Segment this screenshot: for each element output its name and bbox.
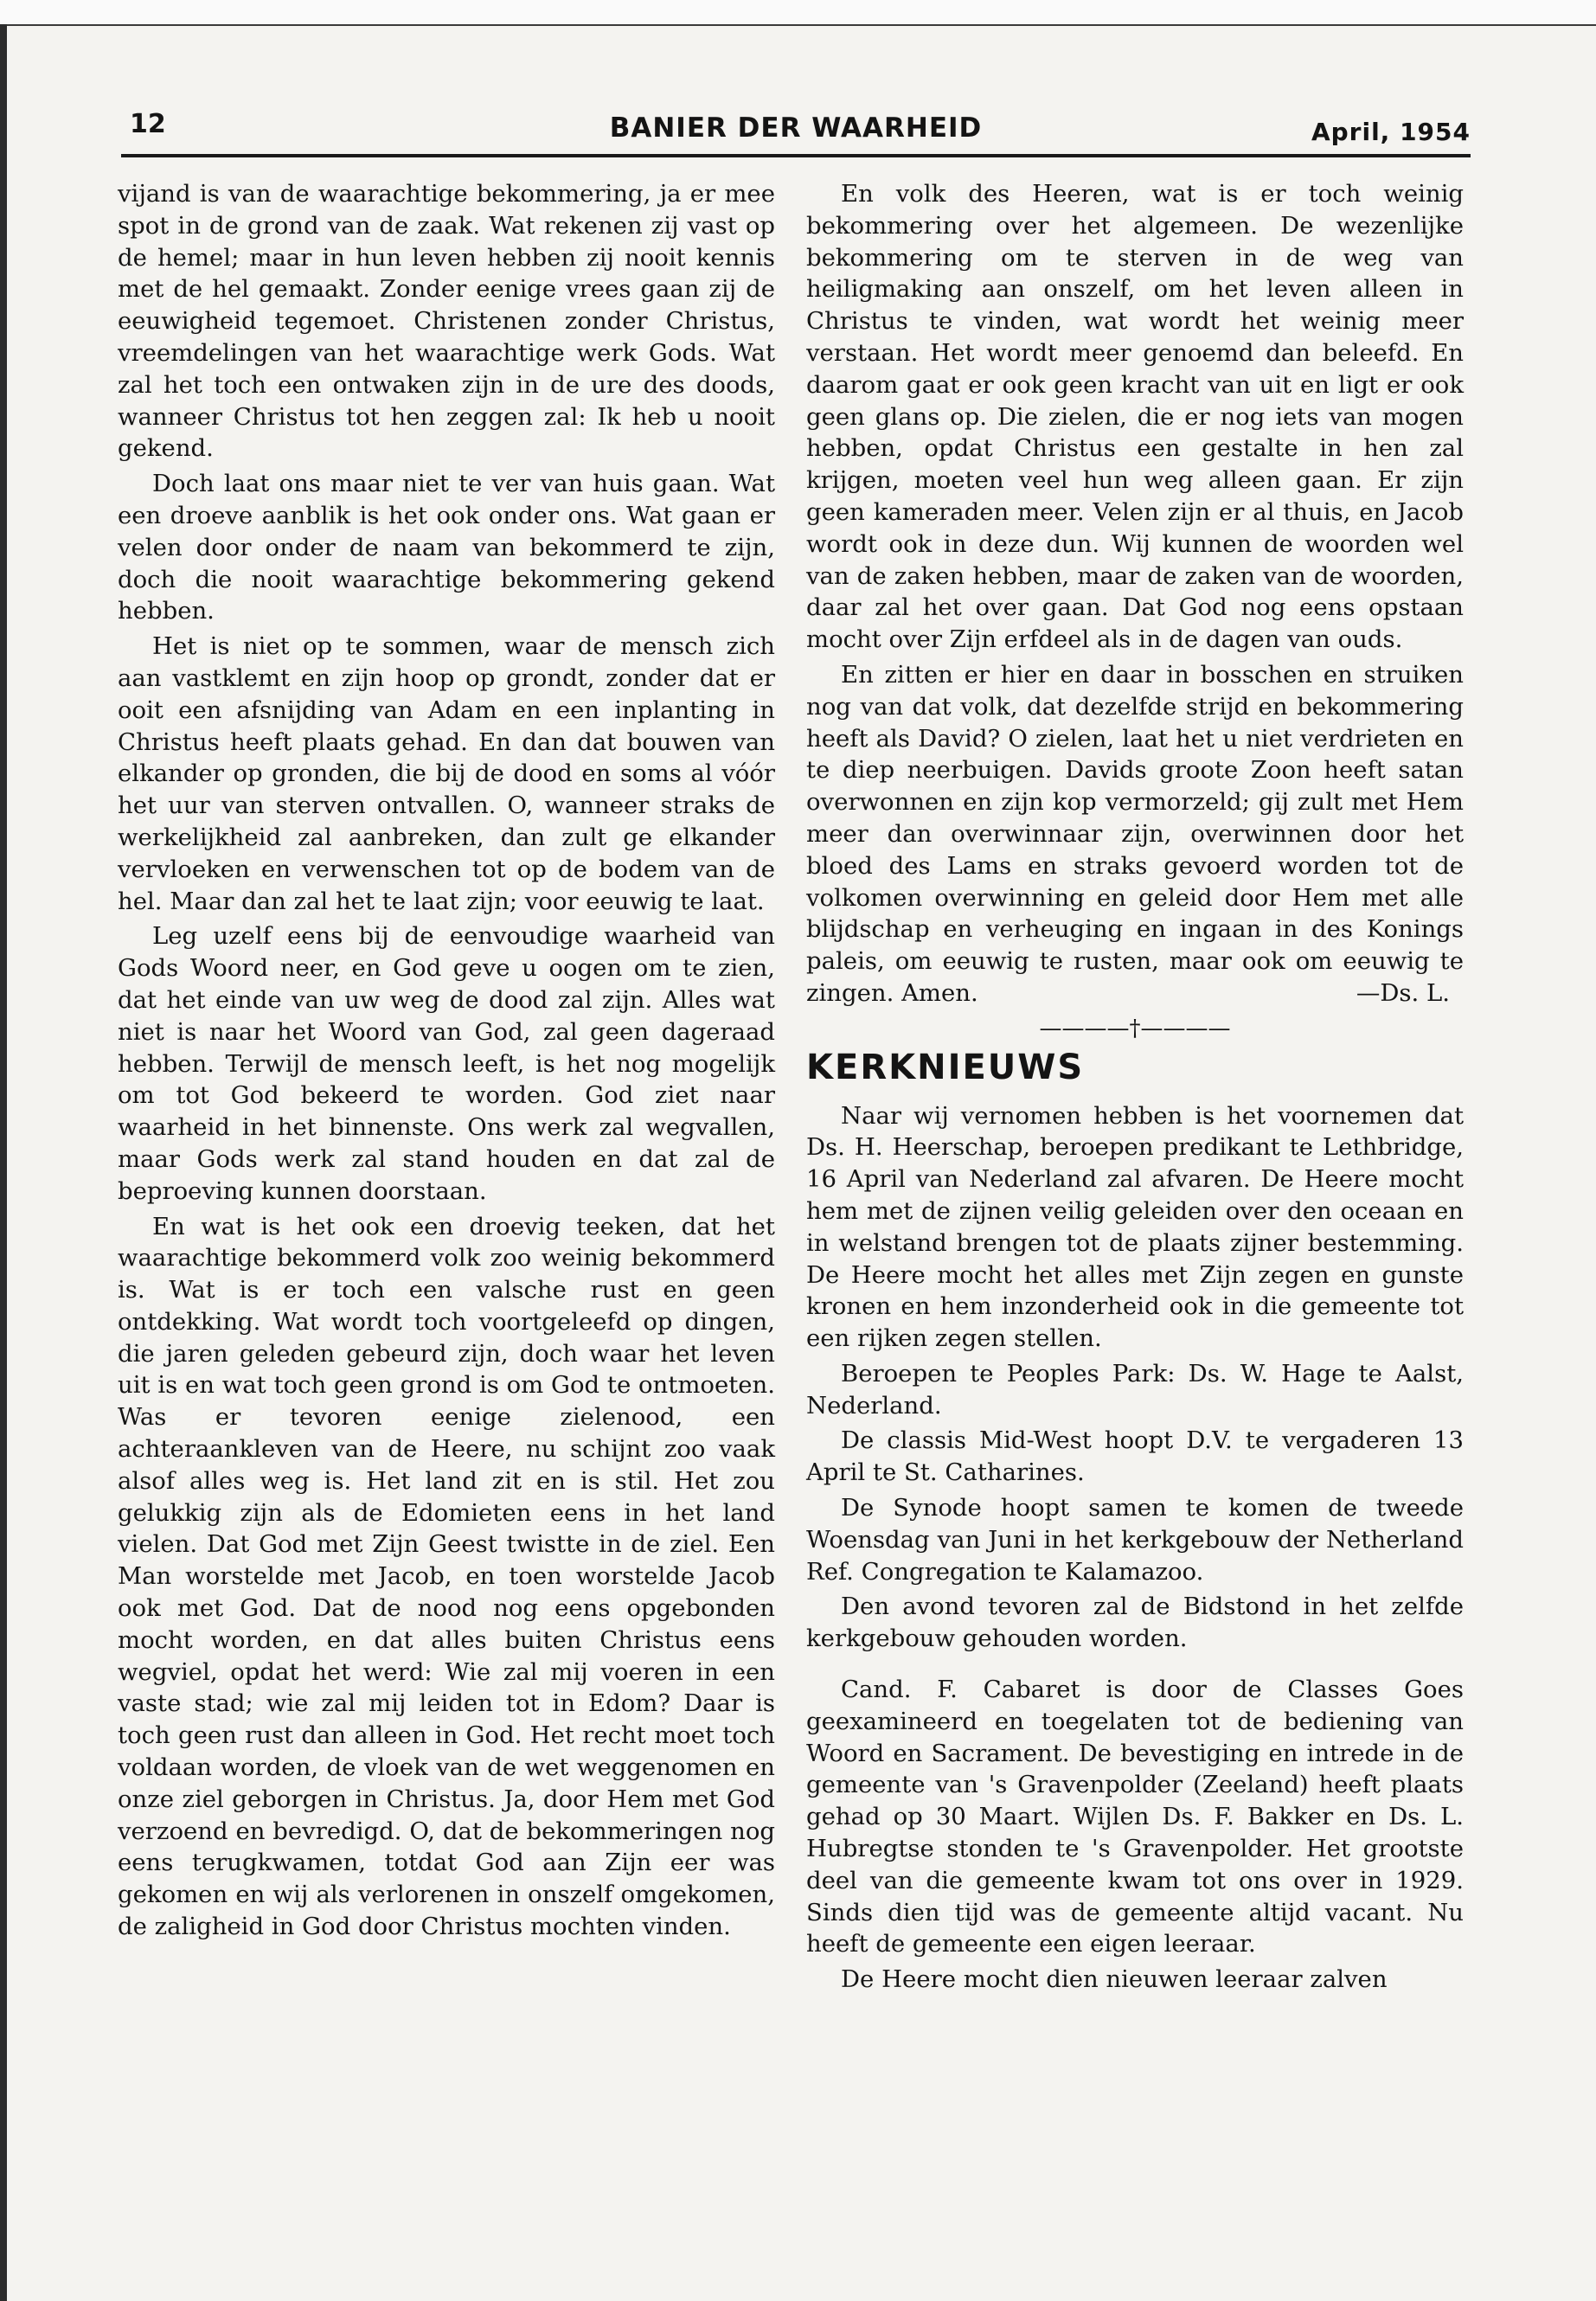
paragraph: vijand is van de waarachtige bekommering, ja er mee spot in de grond van de zaak. Wat rekenen zij vast op de hemel; maar in hun leven hebben zij nooit kennis met de hel gemaakt. Zonder eenige vrees gaan zij de eeuwigheid tegemoet. Christenen zonder Christus, vreemdelingen van het waarachtige werk Gods. Wat zal het toch een ontwaken zijn in de ure des doods, wanneer Christus tot hen zeggen zal: Ik heb u nooit gekend. [118, 180, 775, 463]
paragraph: Doch laat ons maar niet te ver van huis gaan. Wat een droeve aanblik is het ook onder ons. Wat gaan er velen door onder de naam van bekommerd te zijn, doch die nooit waarachtige bekommering gekend hebben. [118, 470, 775, 625]
running-header [121, 102, 1471, 157]
paragraph: Leg uzelf eens bij de eenvoudige waarheid van Gods Woord neer, en God geve u oogen om te zien, dat het einde van uw weg de dood zal zijn. Alles wat niet is naar het Woord van God, zal geen dageraad hebben. Terwijl de mensch leeft, is het nog mogelijk om tot God bekeerd te worden. God ziet naar waarheid in het binnenste. Ons werk zal wegvallen, maar Gods werk zal stand houden en dat zal de beproeving kunnen doorstaan. [118, 922, 775, 1205]
signature: —Ds. L. [1356, 978, 1450, 1007]
left-column [118, 178, 775, 1946]
news-item: De Synode hoopt samen te komen de tweede Woensdag van Juni in het kerkgebouw der Netherland Ref. Congregation te Kalamazoo. [806, 1494, 1464, 1586]
journal-title: BANIER DER WAARHEID [609, 112, 983, 144]
scan-edge-top [0, 0, 1596, 26]
paragraph: Het is niet op te sommen, waar de mensch zich aan vastklemt en zijn hoop op grondt, zonder dat er ooit een afsnijding van Adam en een inplanting in Christus heeft plaats gehad. En dan dat bouwen van elkander op gronden, die bij de dood en soms al vóór het uur van sterven ontvallen. O, wanneer straks de werkelijkheid zal aanbreken, dan zult ge elkander vervloeken en verwenschen tot op de bodem van de hel. Maar dan zal het te laat zijn; voor eeuwig te laat. [118, 632, 775, 915]
paragraph: En wat is het ook een droevig teeken, dat het waarachtige bekommerd volk zoo weinig bekommerd is. Wat is er toch een valsche rust en geen ontdekking. Wat wordt toch voortgeleefd op dingen, die jaren geleden gebeurd zijn, doch waar het leven uit is en wat toch geen grond is om God te ontmoeten. Was er tevoren eenige zielenood, een achteraankleven van de Heere, nu schijnt zoo vaak alsof alles weg is. Het land zit en is stil. Het zou gelukkig zijn als de Edomieten eens in het land vielen. Dat God met Zijn Geest twistte in de ziel. Een Man worstelde met Jacob, en toen worstelde Jacob ook met God. Dat de nood nog eens opgebonden mocht worden, en dat alles buiten Christus eens wegviel, opdat het werd: Wie zal mij voeren in een vaste stad; wie zal mij leiden tot in Edom? Daar is toch geen rust dan alleen in God. Het recht moet toch voldaan worden, de vloek van de wet weggenomen en onze ziel geborgen in Christus. Ja, door Hem met God verzoend en bevredigd. O, dat de bekommeringen nog eens terugkwamen, totdat God aan Zijn eer was gekomen en wij als verlorenen in onszelf omgekomen, de zaligheid in God door Christus mochten vinden. [118, 1212, 775, 1941]
closing-paragraph: En zitten er hier en daar in bosschen en struiken nog van dat volk, dat dezelfde strijd en bekommering heeft als David? O zielen, laat het u niet verdrieten en te diep neerbuigen. Davids groote Zoon heeft satan overwonnen en zijn kop vermorzeld; gij zult met Hem meer dan overwinnaar zijn, overwinnen door het bloed des Lams en straks gevoerd worden tot de volkomen overwinning en geleid door Hem met alle blijdschap en verheuging en ingaan in des Konings paleis, om eeuwig te rusten, maar ook om eeuwig te zingen. Amen. [806, 660, 1464, 1007]
news-item: Den avond tevoren zal de Bidstond in het zelfde kerkgebouw gehouden worden. [806, 1593, 1464, 1653]
issue-date: April, 1954 [1311, 118, 1471, 146]
news-item: De Heere mocht dien nieuwen leeraar zalven [841, 1965, 1388, 1994]
right-column [806, 178, 1464, 1999]
news-item: Beroepen te Peoples Park: Ds. W. Hage te Aalst, Nederland. [806, 1359, 1464, 1420]
section-divider: ————†———— [1039, 1015, 1231, 1042]
paragraph: En volk des Heeren, wat is er toch weinig bekommering over het algemeen. De wezenlijke bekommering om te sterven in de weg van heiligmaking aan onszelf, om het leven alleen in Christus te vinden, wat wordt het weinig meer verstaan. Het wordt meer genoemd dan beleefd. En daarom gaat er ook geen kracht van uit en ligt er ook geen glans op. Die zielen, die er nog iets van mogen hebben, opdat Christus een gestalte in hen zal krijgen, moeten veel hun weg alleen gaan. Er zijn geen kameraden meer. Velen zijn er al thuis, en Jacob wordt ook in deze dun. Wij kunnen de woorden wel van de zaken hebben, maar de zaken van de woorden, daar zal het over gaan. Dat God nog eens opstaan mocht over Zijn erfdeel als in de dagen van ouds. [806, 180, 1464, 654]
news-item: Cand. F. Cabaret is door de Classes Goes geexamineerd en toegelaten tot de bediening van Woord en Sacrament. De bevestiging en intrede in de gemeente van 's Gravenpolder (Zeeland) heeft plaats gehad op 30 Maart. Wijlen Ds. F. Bakker en Ds. L. Hubregtse stonden te 's Gravenpolder. Het grootste deel van die gemeente kwam tot ons over in 1929. Sinds dien tijd was de gemeente altijd vacant. Nu heeft de gemeente een eigen leeraar. [806, 1676, 1464, 1958]
news-item: Naar wij vernomen hebben is het voornemen dat Ds. H. Heerschap, beroepen predikant te Lethbridge, 16 April van Nederland zal afvaren. De Heere mocht hem met de zijnen veilig geleiden over den oceaan en in welstand brengen tot de plaats zijner bestemming. De Heere mocht het alles met Zijn zegen en gunste kronen en hem inzonderheid ook in die gemeente tot een rijken zegen stellen. [806, 1101, 1464, 1353]
section-heading: KERKNIEUWS [806, 1047, 1085, 1087]
page-number: 12 [130, 109, 166, 139]
scan-edge-left [0, 24, 7, 2301]
news-item: De classis Mid-West hoopt D.V. te vergaderen 13 April te St. Catharines. [806, 1426, 1464, 1487]
